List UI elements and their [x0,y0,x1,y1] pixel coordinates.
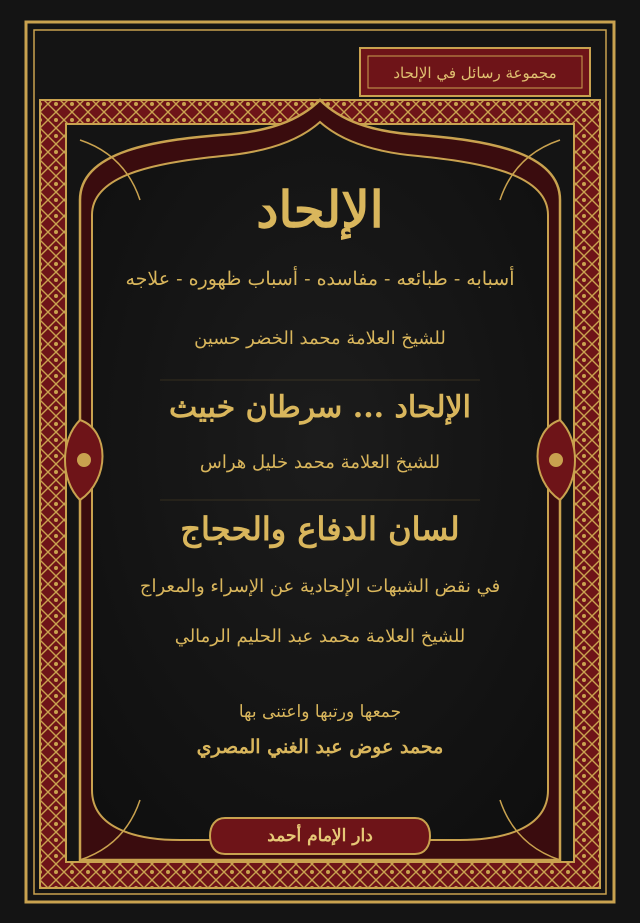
book1-author: للشيخ العلامة محمد الخضر حسين [194,328,446,349]
book2-title: الإلحاد ... سرطان خبيث [169,390,471,425]
publisher-name: دار الإمام أحمد [267,826,373,846]
book1-subtitle: أسبابه - طبائعه - مفاسده - أسباب ظهوره - علاجه [125,268,515,290]
book3-subtitle: في نقض الشبهات الإلحادية عن الإسراء والمعراج [139,576,501,597]
compiler-name: محمد عوض عبد الغني المصري [196,736,444,758]
book2-author: للشيخ العلامة محمد خليل هراس [199,452,441,473]
book3-title: لسان الدفاع والحجاج [180,510,460,548]
book1-title: الإلحاد [256,180,384,239]
series-label: مجموعة رسائل في الإلحاد [393,64,557,82]
book3-author: للشيخ العلامة محمد عبد الحليم الرمالي [174,626,466,647]
compiler-line: جمعها ورتبها واعتنى بها [238,702,402,722]
